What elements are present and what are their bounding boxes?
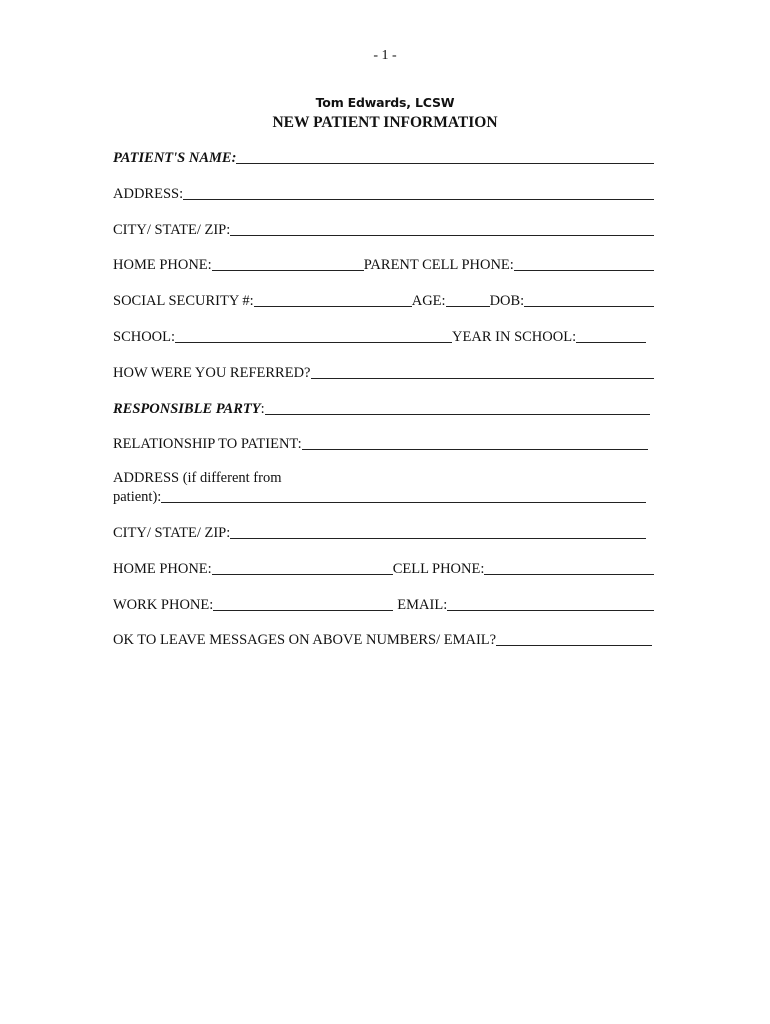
address-label: ADDRESS: xyxy=(113,185,184,202)
school-row xyxy=(113,327,654,346)
patient-name-label: PATIENT'S NAME: xyxy=(113,150,237,166)
how-referred-label: HOW WERE YOU REFERRED? xyxy=(113,364,311,381)
work-phone-email-row xyxy=(113,595,654,614)
responsible-cell-phone-field[interactable] xyxy=(484,559,654,575)
parent-cell-phone-field[interactable] xyxy=(514,255,654,271)
responsible-city-state-zip-row xyxy=(113,523,654,542)
how-referred-field[interactable] xyxy=(311,363,655,379)
address-field[interactable] xyxy=(183,184,654,200)
email-field[interactable] xyxy=(447,595,654,611)
parent-cell-phone-label: PARENT CELL PHONE: xyxy=(363,257,514,274)
form-title: NEW PATIENT INFORMATION xyxy=(272,114,498,131)
responsible-home-phone-label: HOME PHONE: xyxy=(113,560,212,577)
age-label: AGE: xyxy=(411,293,446,310)
city-state-zip-row xyxy=(113,220,654,239)
school-label: SCHOOL: xyxy=(113,328,176,345)
home-phone-label: HOME PHONE: xyxy=(113,257,212,274)
responsible-party-label: RESPONSIBLE PARTY xyxy=(113,400,261,417)
responsible-home-phone-field[interactable] xyxy=(212,559,393,575)
relationship-label: RELATIONSHIP TO PATIENT: xyxy=(113,436,302,453)
work-phone-label: WORK PHONE: xyxy=(113,596,214,613)
city-state-zip-field[interactable] xyxy=(230,220,654,236)
responsible-address-label-line2: patient): xyxy=(113,489,162,506)
leave-messages-field[interactable] xyxy=(496,630,652,646)
responsible-city-state-zip-label: CITY/ STATE/ ZIP: xyxy=(113,524,231,541)
school-field[interactable] xyxy=(175,327,452,343)
dob-field[interactable] xyxy=(524,291,654,307)
responsible-cell-phone-label: CELL PHONE: xyxy=(392,560,485,577)
responsible-address-label-line1: ADDRESS (if different from xyxy=(113,470,282,487)
leave-messages-label: OK TO LEAVE MESSAGES ON ABOVE NUMBERS/ EMAIL? xyxy=(113,632,497,649)
city-state-zip-label: CITY/ STATE/ ZIP: xyxy=(113,221,231,238)
page-number: - 1 - xyxy=(373,48,397,63)
year-in-school-field[interactable] xyxy=(576,327,646,343)
social-security-label: SOCIAL SECURITY #: xyxy=(113,293,254,310)
age-field[interactable] xyxy=(446,291,490,307)
phone-row xyxy=(113,255,654,274)
relationship-row xyxy=(113,434,654,453)
social-security-field[interactable] xyxy=(254,291,412,307)
form-header xyxy=(0,95,770,133)
email-label: EMAIL: xyxy=(397,596,448,613)
address-row xyxy=(113,184,654,203)
patient-information-form xyxy=(113,148,654,666)
year-in-school-label: YEAR IN SCHOOL: xyxy=(452,328,577,345)
responsible-address-row xyxy=(113,470,654,506)
patient-name-row xyxy=(113,148,654,167)
referral-row xyxy=(113,363,654,382)
dob-label: DOB: xyxy=(489,293,525,310)
responsible-party-colon: : xyxy=(260,400,265,417)
responsible-phone-row xyxy=(113,559,654,578)
ssn-age-dob-row xyxy=(113,291,654,310)
practitioner-name: Tom Edwards, LCSW xyxy=(315,95,455,110)
work-phone-field[interactable] xyxy=(213,595,393,611)
patient-name-field[interactable] xyxy=(236,148,654,164)
home-phone-field[interactable] xyxy=(212,255,364,271)
responsible-party-field[interactable] xyxy=(265,399,650,415)
responsible-address-field[interactable] xyxy=(161,487,646,503)
responsible-party-row xyxy=(113,399,654,418)
relationship-field[interactable] xyxy=(302,434,648,450)
responsible-address-line2 xyxy=(113,487,654,506)
leave-messages-row xyxy=(113,630,654,649)
responsible-city-state-zip-field[interactable] xyxy=(230,523,646,539)
